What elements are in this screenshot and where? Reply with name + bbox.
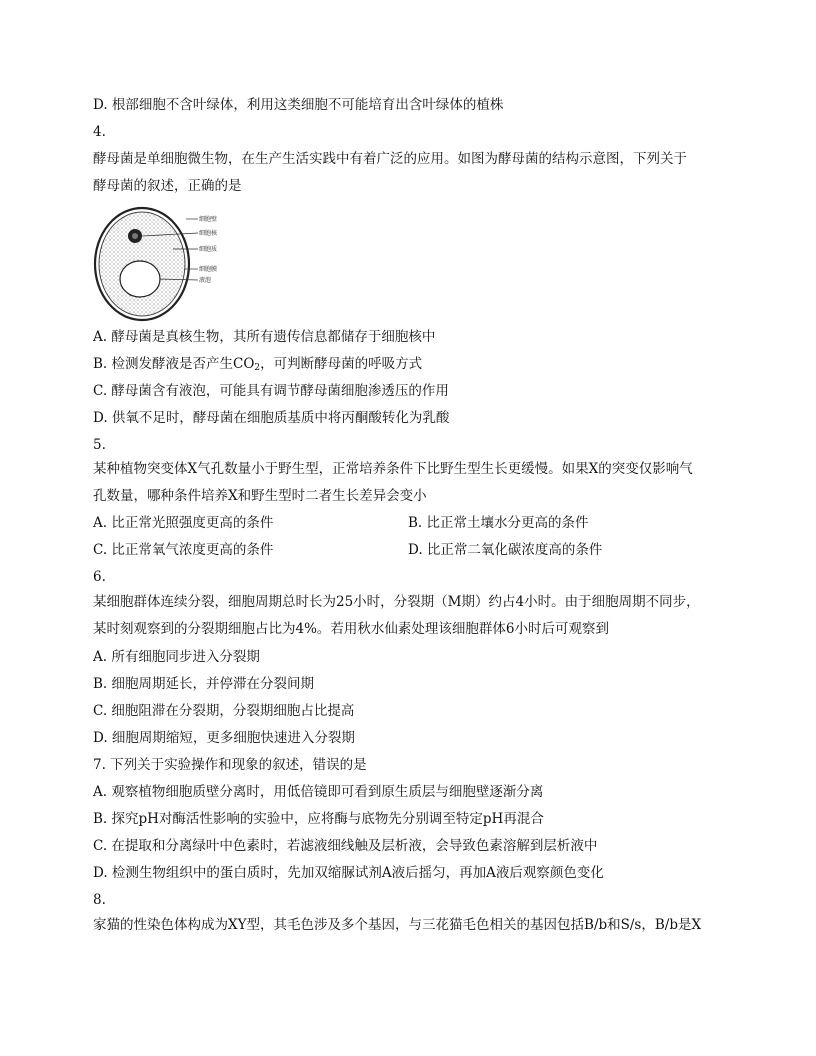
q6-option-d: D. 细胞周期缩短，更多细胞快速进入分裂期 — [93, 730, 355, 746]
q5-stem-line1: 某种植物突变体X气孔数量小于野生型，正常培养条件下比野生型生长更缓慢。如果X的突变仅影响气 — [93, 461, 693, 477]
vacuole — [120, 261, 160, 297]
q7-option-b: B. 探究pH对酶活性影响的实验中，应将酶与底物先分别调至特定pH再混合 — [93, 811, 544, 827]
q7-option-d: D. 检测生物组织中的蛋白质时，先加双缩脲试剂A液后摇匀，再加A液后观察颜色变化 — [93, 865, 604, 881]
prev-question-option-d: D. 根部细胞不含叶绿体，利用这类细胞不可能培育出含叶绿体的植株 — [93, 97, 504, 113]
q6-option-b: B. 细胞周期延长，并停滞在分裂间期 — [93, 676, 315, 692]
q7-stem: 7. 下列关于实验操作和现象的叙述，错误的是 — [93, 757, 367, 773]
q6-option-c: C. 细胞阻滞在分裂期，分裂期细胞占比提高 — [93, 703, 355, 719]
q5-option-d: D. 比正常二氧化碳浓度高的条件 — [408, 542, 603, 558]
q4-stem-line1: 酵母菌是单细胞微生物，在生产生活实践中有着广泛的应用。如图为酵母菌的结构示意图，下列关于 — [93, 151, 687, 167]
q4-stem-line2: 酵母菌的叙述，正确的是 — [93, 178, 242, 194]
q4-option-b: B. 检测发酵液是否产生$CO_2$，可判断酵母菌的呼吸方式 — [93, 356, 423, 373]
q6-option-a: A. 所有细胞同步进入分裂期 — [93, 649, 260, 665]
label-cell-wall: 细胞壁 — [199, 216, 218, 223]
label-nucleus: 细胞核 — [199, 230, 218, 237]
q8-stem-line1: 家猫的性染色体构成为XY型，其毛色涉及多个基因，与三花猫毛色相关的基因包括B/b和S/s，B/b是X — [93, 917, 702, 933]
label-cell-membrane: 细胞膜 — [199, 266, 218, 273]
label-vacuole: 液泡 — [199, 277, 212, 284]
q5-stem-line2: 孔数量，哪种条件培养X和野生型时二者生长差异会变小 — [93, 488, 427, 504]
q5-option-a: A. 比正常光照强度更高的条件 — [93, 515, 274, 531]
yeast-structure-diagram — [93, 203, 233, 323]
q4-number: 4. — [93, 124, 106, 140]
q4-option-c: C. 酵母菌含有液泡，可能具有调节酵母菌细胞渗透压的作用 — [93, 383, 449, 399]
q7-option-a: A. 观察植物细胞质壁分离时，用低倍镜即可看到原生质层与细胞壁逐渐分离 — [93, 784, 544, 800]
q6-stem-line2: 某时刻观察到的分裂期细胞占比为4%。若用秋水仙素处理该细胞群体6小时后可观察到 — [93, 621, 610, 637]
q6-number: 6. — [93, 569, 106, 585]
q4-option-a: A. 酵母菌是真核生物，其所有遗传信息都储存于细胞核中 — [93, 329, 436, 345]
q7-option-c: C. 在提取和分离绿叶中色素时，若滤液细线触及层析液，会导致色素溶解到层析液中 — [93, 838, 598, 854]
label-cytoplasm: 细胞质 — [199, 246, 218, 253]
q5-option-b: B. 比正常土壤水分更高的条件 — [408, 515, 589, 531]
q4-option-d: D. 供氧不足时，酵母菌在细胞质基质中将丙酮酸转化为乳酸 — [93, 410, 450, 426]
q5-number: 5. — [93, 437, 106, 453]
q5-option-c: C. 比正常氧气浓度更高的条件 — [93, 542, 274, 558]
q6-stem-line1: 某细胞群体连续分裂，细胞周期总时长为25小时，分裂期（M期）约占4小时。由于细胞周期不同步， — [93, 594, 700, 610]
q8-number: 8. — [93, 892, 106, 908]
